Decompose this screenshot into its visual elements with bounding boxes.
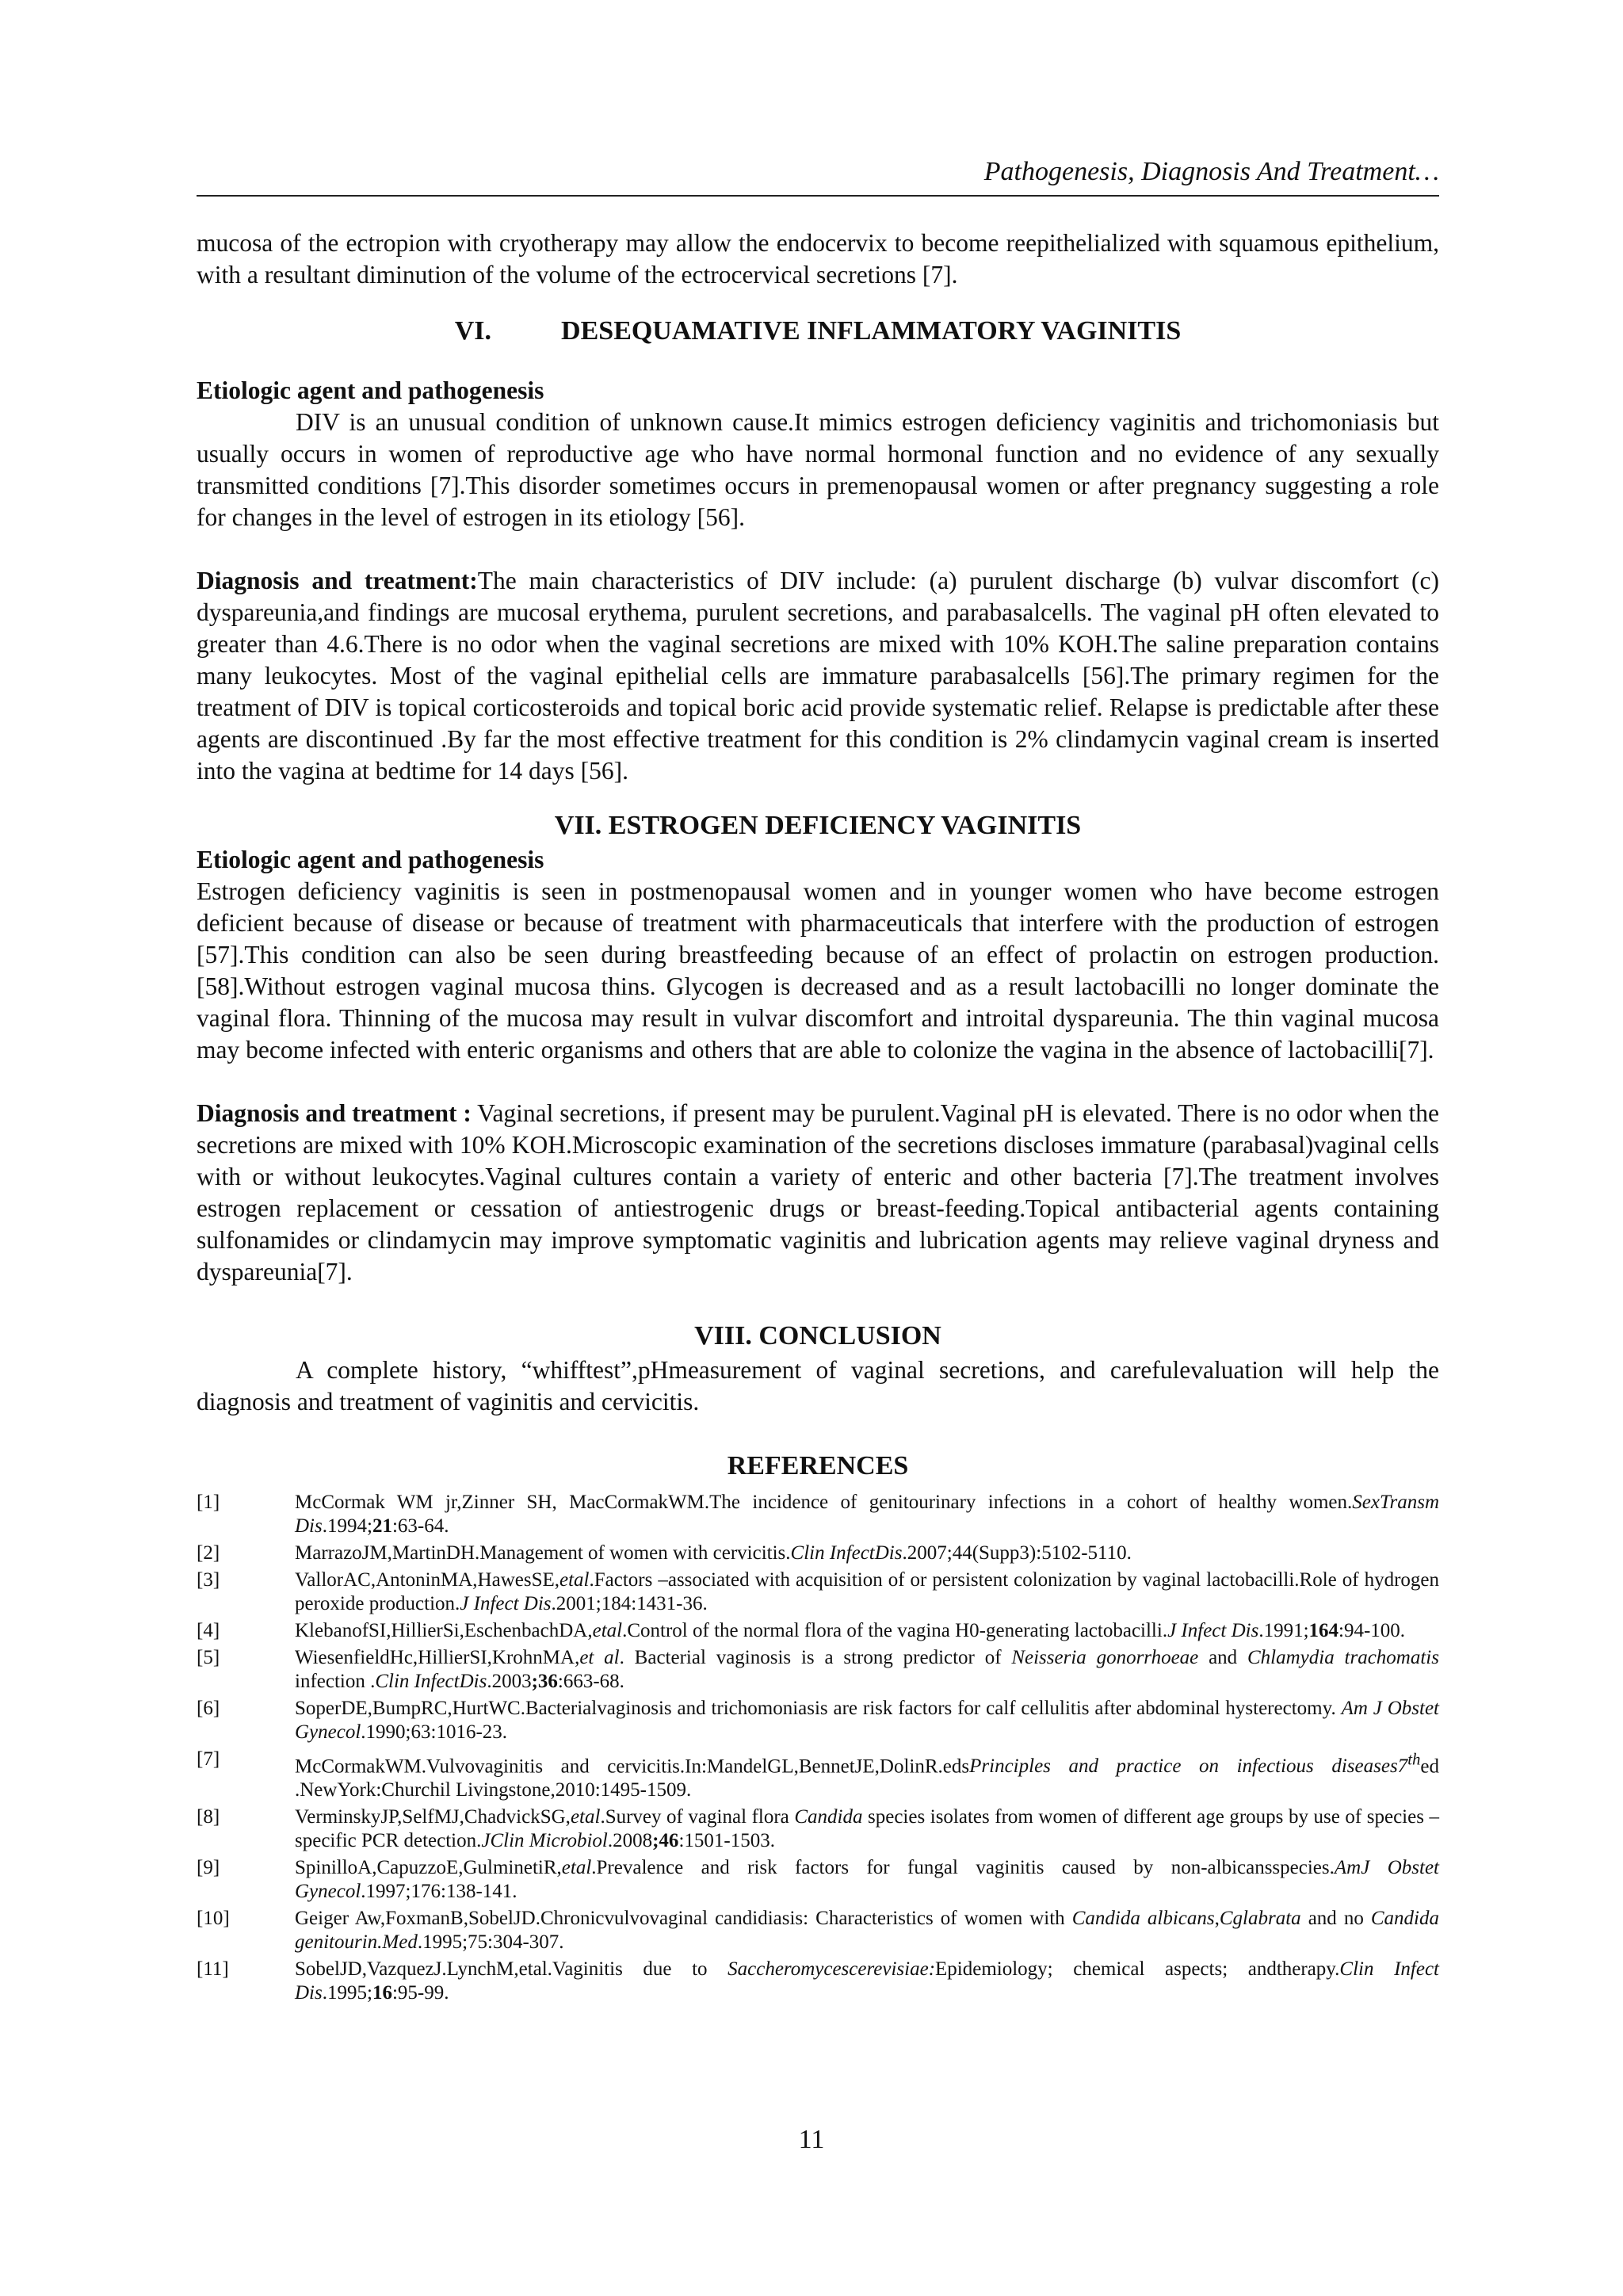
- section-6-etiology-paragraph: DIV is an unusual condition of unknown cause.It mimics estrogen deficiency vaginitis and trichomoniasis but usually occurs in women of reproductive age who have normal hormonal function and no evidence of any sexually transmitted conditions [7].This disorder sometimes occurs in premenopausal women or after pregnancy suggesting a role for changes in the level of estrogen in its etiology [56].: [197, 408, 1439, 531]
- reference-item: [197, 1958, 1439, 2005]
- reference-number: [10]: [197, 1908, 230, 1930]
- section-6-number: VI.: [454, 316, 492, 346]
- section-8-title: VIII. CONCLUSION: [694, 1321, 941, 1350]
- section-6-diagnosis-paragraph: [197, 565, 1439, 787]
- reference-text: McCormakWM.Vulvovaginitis and cervicitis.In:MandelGL,BennetJE,DolinR.edsPrinciples and practice on infectious diseases7thed .NewYork:Churchil Livingstone,2010:1495-1509.: [295, 1750, 1439, 1801]
- section-7-etiology-heading: Etiologic agent and pathogenesis: [197, 846, 544, 873]
- page-number: 11: [798, 2125, 825, 2154]
- reference-item: [197, 1541, 1439, 1565]
- reference-item: [197, 1491, 1439, 1538]
- section-6-diagnosis-text: The main characteristics of DIV include: (a) purulent discharge (b) vulvar discomfort (c) dyspareunia,and findings are mucosal erythema, purulent secretions, and parabasalcells. The vaginal pH often elevated to greater than 4.6.There is no odor when the vaginal secretions are mixed with 10% KOH.The saline preparation contains many leukocytes. Most of the vaginal epithelial cells are immature parabasalcells [56].The primary regimen for the treatment of DIV is topical corticosteroids and topical boric acid provide systematic relief. Relapse is predictable after these agents are discontinued .By far the most effective treatment for this condition is 2% clindamycin vaginal cream is inserted into the vagina at bedtime for 14 days [56].: [197, 567, 1440, 785]
- reference-number: [4]: [197, 1620, 220, 1641]
- conclusion-paragraph: A complete history, “whifftest”,pHmeasurement of vaginal secretions, and carefulevaluation will help the diagnosis and treatment of vaginitis and cervicitis.: [197, 1356, 1439, 1415]
- reference-text: MarrazoJM,MartinDH.Management of women with cervicitis.Clin InfectDis.2007;44(Supp3):5102-5110.: [295, 1542, 1132, 1564]
- reference-item: [197, 1748, 1439, 1802]
- reference-text: VerminskyJP,SelfMJ,ChadvickSG,etal.Survey of vaginal flora Candida species isolates from women of different age groups by use of species –specific PCR detection.JClin Microbiol.2008;46:1501-1503.: [295, 1806, 1439, 1852]
- running-header: Pathogenesis, Diagnosis And Treatment…: [197, 149, 1439, 197]
- section-7-diagnosis-text: Vaginal secretions, if present may be purulent.Vaginal pH is elevated. There is no odor when the secretions are mixed with 10% KOH.Microscopic examination of the secretions discloses immature (parabasal)vaginal cells with or without leukocytes.Vaginal cultures contain a variety of enteric and other bacteria [7].The treatment involves estrogen replacement or cessation of antiestrogenic drugs or breast-feeding.Topical antibacterial agents containing sulfonamides or clindamycin may improve symptomatic vaginitis and lubrication agents may relieve vaginal dryness and dyspareunia[7].: [197, 1099, 1440, 1286]
- intro-paragraph: mucosa of the ectropion with cryotherapy may allow the endocervix to become reepithelialized with squamous epithelium, with a resultant diminution of the volume of the ectrocervical secretions [7].: [197, 229, 1439, 288]
- reference-number: [8]: [197, 1806, 220, 1828]
- reference-text: VallorAC,AntoninMA,HawesSE,etal.Factors –associated with acquisition of or persistent colonization by vaginal lactobacilli.Role of hydrogen peroxide production.J Infect Dis.2001;184:1431-36.: [295, 1569, 1439, 1614]
- reference-text: McCormak WM jr,Zinner SH, MacCormakWM.The incidence of genitourinary infections in a cohort of healthy women.SexTransm Dis.1994;21:63-64.: [295, 1492, 1439, 1537]
- reference-text: KlebanofSI,HillierSi,EschenbachDA,etal.Control of the normal flora of the vagina H0-generating lactobacilli.J Infect Dis.1991;164:94-100.: [295, 1620, 1406, 1641]
- reference-number: [1]: [197, 1492, 220, 1513]
- reference-number: [2]: [197, 1542, 220, 1564]
- references-heading: REFERENCES: [727, 1451, 909, 1480]
- section-6-etiology-heading: Etiologic agent and pathogenesis: [197, 376, 544, 404]
- reference-number: [3]: [197, 1569, 220, 1591]
- reference-text: SobelJD,VazquezJ.LynchM,etal.Vaginitis due to Saccheromycescerevisiae:Epidemiology; chemical aspects; andtherapy.Clin Infect Dis.1995;16:95-99.: [295, 1958, 1439, 2004]
- page-content: [197, 227, 1439, 2008]
- reference-text: Geiger Aw,FoxmanB,SobelJD.Chronicvulvovaginal candidiasis: Characteristics of women with Candida albicans,Cglabrata and no Candida genitourin.Med.1995;75:304-307.: [295, 1908, 1439, 1954]
- reference-number: [9]: [197, 1857, 220, 1879]
- reference-number: [5]: [197, 1647, 220, 1668]
- section-6-title: [197, 313, 1439, 350]
- reference-number: [6]: [197, 1698, 220, 1719]
- reference-item: [197, 1907, 1439, 1954]
- reference-item: [197, 1619, 1439, 1643]
- reference-number: [11]: [197, 1958, 229, 1981]
- section-6-title-text: DESEQUAMATIVE INFLAMMATORY VAGINITIS: [561, 316, 1182, 346]
- section-7-diagnosis-label: Diagnosis and treatment :: [197, 1099, 472, 1127]
- reference-text: SoperDE,BumpRC,HurtWC.Bacterialvaginosis and trichomoniasis are risk factors for calf cellulitis after abdominal hysterectomy. Am J Obstet Gynecol.1990;63:1016-23.: [295, 1698, 1439, 1743]
- section-6-diagnosis-label: Diagnosis and treatment:: [197, 567, 478, 594]
- section-7-title: VII. ESTROGEN DEFICIENCY VAGINITIS: [554, 811, 1082, 840]
- reference-item: [197, 1568, 1439, 1616]
- section-7-etiology-paragraph: Estrogen deficiency vaginitis is seen in postmenopausal women and in younger women who have become estrogen deficient because of disease or because of treatment with pharmaceuticals that interfere with the production of estrogen [57].This condition can also be seen during breastfeeding because of an effect of prolactin on estrogen production. [58].Without estrogen vaginal mucosa thins. Glycogen is decreased and as a result lactobacilli no longer dominate the vaginal flora. Thinning of the mucosa may result in vulvar discomfort and introital dyspareunia. The thin vaginal mucosa may become infected with enteric organisms and others that are able to colonize the vagina in the absence of lactobacilli[7].: [197, 877, 1439, 1064]
- reference-item: [197, 1856, 1439, 1904]
- reference-item: [197, 1697, 1439, 1744]
- reference-number: [7]: [197, 1748, 220, 1770]
- reference-text: SpinilloA,CapuzzoE,GulminetiR,etal.Prevalence and risk factors for fungal vaginitis caused by non-albicansspecies.AmJ Obstet Gynecol.1997;176:138-141.: [295, 1857, 1440, 1903]
- references-list: [197, 1491, 1439, 2005]
- reference-item: [197, 1646, 1439, 1694]
- section-7-diagnosis-paragraph: [197, 1098, 1439, 1288]
- reference-text: WiesenfieldHc,HillierSI,KrohnMA,et al. Bacterial vaginosis is a strong predictor of Neisseria gonorrhoeae and Chlamydia trachomatis infection .Clin InfectDis.2003;36:663-68.: [295, 1647, 1439, 1692]
- reference-item: [197, 1805, 1439, 1853]
